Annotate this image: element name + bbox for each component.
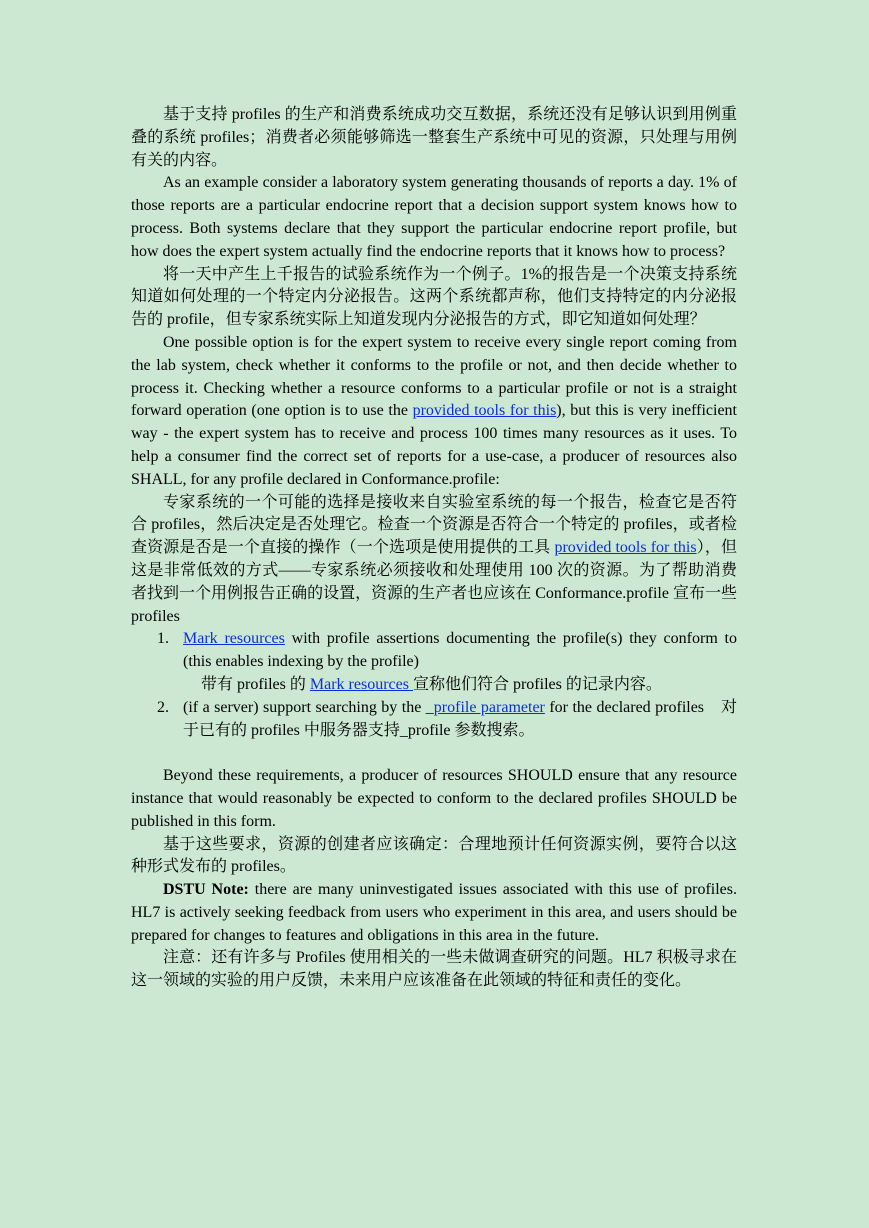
list-item-text-a: (if a server) support searching by the [183,698,426,716]
provided-tools-link-cn[interactable]: provided tools for this [554,539,697,557]
list-item-subtext-b: 宣称他们符合 profiles 的记录内容。 [412,675,662,693]
paragraph-en-2-text-b: ), but this is very inefficient way - the expert system has to receive and process 100 times many resources as it uses. To help a consumer find the correct set of reports for a use-case, a producer of resources also SHALL, for any profile declared in Conformance.profile: [131,402,737,488]
list-item-number: 2. [157,698,169,716]
paragraph-en-2 [131,332,737,492]
dstu-note-text: there are many uninvestigated issues associated with this use of profiles. HL7 is actively seeking feedback from users who experiment in this area, and users should be prepared for changes to features and obligations in this area in the future. [131,881,737,944]
paragraph-cn-5: 注意：还有许多与 Profiles 使用相关的一些未做调查研究的问题。HL7 积极寻求在这一领域的实验的用户反馈，未来用户应该准备在此领域的特征和责任的变化。 [131,949,737,990]
dstu-note-paragraph [131,879,737,947]
paragraph-cn-3 [131,492,737,629]
paragraph-cn-2: 将一天中产生上千报告的试验系统作为一个例子。1%的报告是一个决策支持系统知道如何处理的一个特定内分泌报告。这两个系统都声称，他们支持特定的内分泌报告的 profile，但专家系统实际上知道发现内分泌报告的方式，即它知道如何处理？ [131,265,737,329]
paragraph-en-3: Beyond these requirements, a producer of resources SHOULD ensure that any resource instance that would reasonably be expected to conform to the declared profiles SHOULD be published in this form. [131,767,737,830]
profile-parameter-link[interactable]: _profile parameter [425,698,545,716]
paragraph-cn-4: 基于这些要求，资源的创建者应该确定：合理地预计任何资源实例，要符合以这种形式发布的 profiles。 [131,835,737,876]
mark-resources-link-cn[interactable]: Mark resources [309,675,413,693]
requirements-list [131,628,737,742]
list-item [131,697,737,743]
spacer [131,742,737,765]
document-body [131,104,737,993]
list-item-subtext-a: 带有 profiles 的 [201,675,310,693]
list-item-text: with profile assertions documenting the profile(s) they conform to (this enables indexing by the profile) [183,630,737,671]
list-item-subtext [183,674,737,697]
list-item-text-b: for the declared profiles 对于已有的 profiles 中服务器支持_profile 参数搜索。 [183,698,737,739]
list-item [131,628,737,696]
paragraph-cn-1: 基于支持 profiles 的生产和消费系统成功交互数据，系统还没有足够认识到用例重叠的系统 profiles；消费者必须能够筛选一整套生产系统中可见的资源，只处理与用例有关的内容。 [131,106,737,169]
dstu-note-label: DSTU Note: [163,881,249,899]
paragraph-en-2-text-a: One possible option is for the expert system to receive every single report coming from the lab system, check whether it conforms to the profile or not, and then decide whether to process it. Checking whether a resource conforms to a particular profile or not is a straight forward operation (one option is to use the [131,333,737,420]
list-item-number: 1. [157,630,169,648]
paragraph-en-1: As an example consider a laboratory system generating thousands of reports a day. 1% of those reports are a particular endocrine report that a decision support system knows how to process. Both systems declare that they support the particular endocrine report profile, but how does the expert system actually find the endocrine reports that it knows how to process? [131,174,737,260]
paragraph-cn-3-text-b: ），但这是非常低效的方式——专家系统必须接收和处理使用 100 次的资源。为了帮助消费者找到一个用例报告正确的设置，资源的生产者也应该在 Conformance.profile 宣布一些 profiles [131,539,737,625]
provided-tools-link[interactable]: provided tools for this [412,402,557,420]
mark-resources-link[interactable]: Mark resources [183,630,285,648]
paragraph-cn-3-text-a: 专家系统的一个可能的选择是接收来自实验室系统的每一个报告，检查它是否符合 profiles，然后决定是否处理它。检查一个资源是否符合一个特定的 profiles，或者检查资源是否是一个直接的操作（一个选项是使用提供的工具 [131,493,737,557]
